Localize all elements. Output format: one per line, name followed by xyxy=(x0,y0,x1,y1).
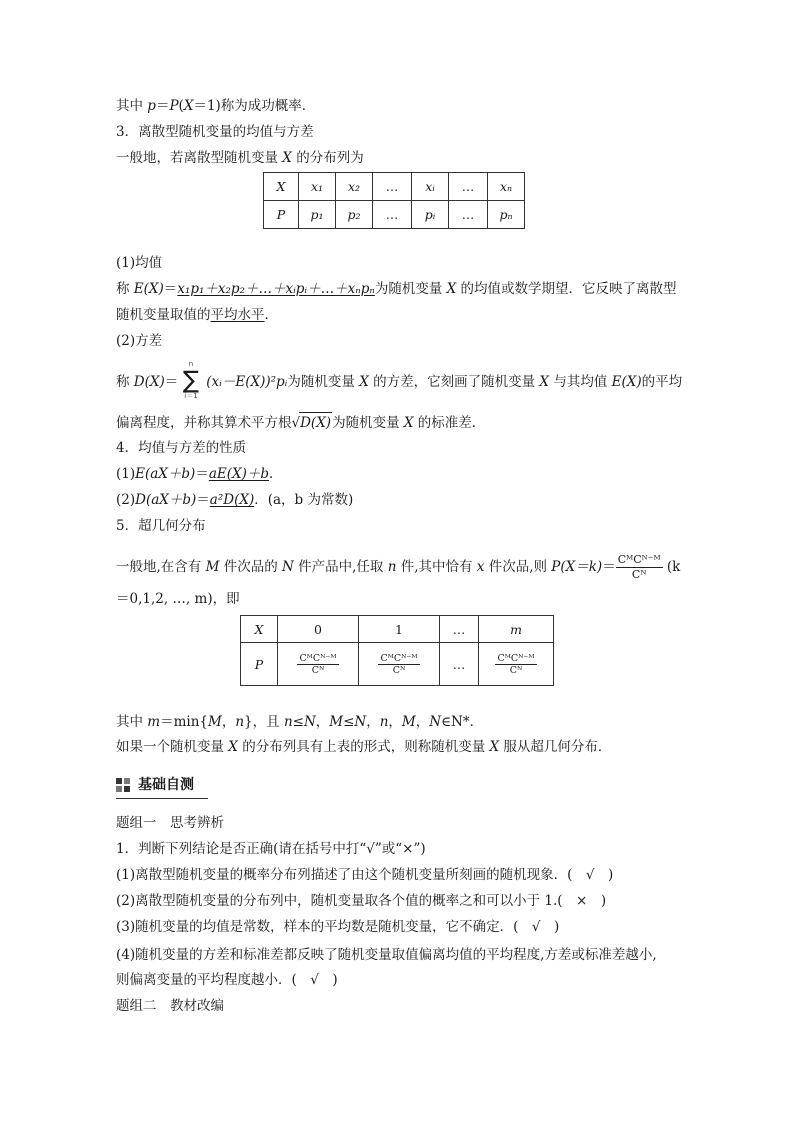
table-cell xyxy=(359,643,440,686)
expr-answer: aE(X)＋b xyxy=(208,466,270,482)
fraction-numerator: CᴹCᴺ⁻ᴹ xyxy=(380,652,418,664)
text: 如果一个随机变量 xyxy=(116,739,229,755)
text: ≤ xyxy=(292,714,304,730)
text: 称 xyxy=(116,281,134,297)
text: ∈N*． xyxy=(441,714,484,730)
text: 的方差，它刻画了随机变量 xyxy=(368,374,540,390)
group-two-heading: 题组二 教材改编 xyxy=(116,998,224,1014)
var-X: X xyxy=(359,374,369,390)
line-expectation-meaning xyxy=(116,305,278,325)
text: ＝ xyxy=(164,374,179,390)
expr: D(aX＋b) xyxy=(135,492,197,508)
table-cell: pᵢ xyxy=(412,201,449,229)
var-X: X xyxy=(403,415,414,431)
text: 其中 xyxy=(116,98,148,114)
section-square-icon xyxy=(116,778,130,792)
line-hypergeometric-definition xyxy=(116,553,680,582)
expr-variance-term: (xᵢ－E(X))²pᵢ xyxy=(206,374,288,390)
text: 的平均 xyxy=(641,374,683,390)
line-variance-definition xyxy=(116,372,682,392)
table-cell: 1 xyxy=(359,616,440,643)
text: ． xyxy=(264,307,278,323)
table-row xyxy=(264,173,525,201)
section-header xyxy=(116,774,208,799)
fraction xyxy=(297,653,338,676)
table-row xyxy=(241,643,554,686)
table-cell: pₙ xyxy=(488,201,525,229)
fraction-denominator: Cᴺ xyxy=(311,664,325,676)
var: m xyxy=(147,714,161,730)
table-cell: P xyxy=(264,201,299,229)
heading-hypergeometric: 5．超几何分布 xyxy=(116,518,206,534)
line-hypergeometric-conclusion xyxy=(116,737,611,757)
fraction-numerator: CᴹCᴺ⁻ᴹ xyxy=(497,652,535,664)
text: ．(a，b 为常数) xyxy=(254,492,354,508)
var-p: p xyxy=(147,98,156,114)
text: ＝ xyxy=(602,559,616,575)
table-cell xyxy=(278,643,359,686)
statement-4: (4)随机变量的方差和标准差都反映了随机变量取值偏离均值的平均程度,方差或标准差越小, xyxy=(116,947,657,963)
text: 件次品的 xyxy=(219,559,283,575)
text: ≤ xyxy=(343,714,355,730)
expr-expectation-sum: x₁p₁＋x₂p₂＋…＋xᵢpᵢ＋…＋xₙpₙ xyxy=(177,281,375,297)
var-N: N xyxy=(282,559,294,575)
hypergeometric-table xyxy=(240,615,554,686)
text: 偏离程度，并称其算术平方根 xyxy=(116,415,292,431)
statement-4-continued: 则偏离变量的平均程度越小．( √ ) xyxy=(116,972,338,988)
text: ( xyxy=(178,98,184,114)
fraction xyxy=(378,653,419,676)
text: (2) xyxy=(116,492,136,508)
table-cell: … xyxy=(373,201,412,229)
fraction-denominator: Cᴺ xyxy=(392,664,406,676)
sigma-symbol: ∑ xyxy=(182,366,200,394)
table-cell: p₂ xyxy=(336,201,373,229)
text: 与其均值 xyxy=(549,374,612,390)
fraction-denominator: Cᴺ xyxy=(509,664,523,676)
text: ， xyxy=(388,714,402,730)
text: ＝ xyxy=(196,492,210,508)
var-X: X xyxy=(489,739,500,755)
var-M: M xyxy=(205,559,220,575)
expr-DX: D(X) xyxy=(133,374,165,390)
question-1-stem: 1．判断下列结论是否正确(请在括号中打“√”或“×”) xyxy=(116,841,426,857)
sum-upper-limit: n xyxy=(188,360,194,368)
text: (k xyxy=(662,559,681,575)
table-cell: x₂ xyxy=(336,173,373,201)
text: 的均值或数学期望．它反映了离散型 xyxy=(456,281,677,297)
line-k-range: ＝0,1,2, …, m)，即 xyxy=(116,591,240,607)
subheading-mean: (1)均值 xyxy=(116,255,163,271)
var: n xyxy=(379,714,389,730)
table-cell xyxy=(479,643,554,686)
statement-1: (1)离散型随机变量的概率分布列描述了由这个随机变量所刻画的随机现象．( √ ) xyxy=(116,867,614,883)
table-cell: xᵢ xyxy=(412,173,449,201)
text: }，且 xyxy=(244,714,284,730)
text: 的分布列为 xyxy=(291,150,364,166)
text: 为随机变量 xyxy=(374,281,447,297)
var-X: X xyxy=(183,98,194,114)
text: ， xyxy=(415,714,430,730)
expr-probability: P(X＝k) xyxy=(551,559,603,575)
text: 称 xyxy=(116,374,134,390)
expr-EX: E(X) xyxy=(133,281,164,297)
text: 件,其中恰有 xyxy=(396,559,477,575)
table-cell: … xyxy=(449,201,488,229)
text: ． xyxy=(269,466,283,482)
table-cell: … xyxy=(449,173,488,201)
fraction xyxy=(495,653,536,676)
line-property-1 xyxy=(116,464,283,484)
var-X: X xyxy=(282,150,292,166)
text: 其中 xyxy=(116,714,148,730)
hypergeometric-fraction xyxy=(616,553,663,582)
table-cell: … xyxy=(440,643,479,686)
table-cell: P xyxy=(241,643,278,686)
text: ＝min{ xyxy=(160,714,209,730)
var-X: X xyxy=(446,281,457,297)
text: 为随机变量 xyxy=(287,374,360,390)
table-cell: … xyxy=(373,173,412,201)
line-standard-deviation xyxy=(116,412,485,433)
var: N xyxy=(429,714,442,730)
distribution-table xyxy=(263,172,525,229)
text: 服从超几何分布． xyxy=(499,739,612,755)
text: (1) xyxy=(116,466,136,482)
line-m-definition xyxy=(116,712,483,732)
table-cell: x₁ xyxy=(299,173,336,201)
var-n: n xyxy=(387,559,397,575)
section-title: 基础自测 xyxy=(138,777,194,793)
text: ， xyxy=(366,714,380,730)
expr-DX: D(X) xyxy=(299,412,332,433)
heading-mean-variance: 3．离散型随机变量的均值与方差 xyxy=(116,124,314,140)
table-cell: X xyxy=(264,173,299,201)
var: M xyxy=(329,714,344,730)
fraction-numerator: CᴹCᴺ⁻ᴹ xyxy=(299,652,337,664)
text: 件产品中,任取 xyxy=(293,559,388,575)
fraction-numerator: CᴹCᴺ⁻ᴹ xyxy=(617,553,661,566)
var: N xyxy=(303,714,316,730)
var-X: X xyxy=(539,374,550,390)
text: 的标准差． xyxy=(413,415,486,431)
text: 为随机变量 xyxy=(332,415,404,431)
var-P: P xyxy=(169,98,179,114)
statement-2: (2)离散型随机变量的分布列中，随机变量取各个值的概率之和可以小于 1.( × ) xyxy=(116,893,607,909)
table-cell: X xyxy=(241,616,278,643)
text: ＝1)称为成功概率． xyxy=(193,98,316,114)
var: M xyxy=(401,714,416,730)
subheading-variance: (2)方差 xyxy=(116,333,163,349)
expr: E(aX＋b) xyxy=(135,466,196,482)
sqrt-icon: √ xyxy=(291,415,301,431)
table-cell: p₁ xyxy=(299,201,336,229)
text: 件次品,则 xyxy=(484,559,552,575)
line-expectation-definition xyxy=(116,279,677,299)
line-property-2 xyxy=(116,490,353,510)
sum-lower-limit: i＝1 xyxy=(184,392,198,400)
line-success-probability xyxy=(116,96,315,116)
text: 的分布列具有上表的形式，则称随机变量 xyxy=(237,739,490,755)
text: ， xyxy=(315,714,330,730)
text: ， xyxy=(221,714,236,730)
text: ＝ xyxy=(195,466,209,482)
table-cell: m xyxy=(479,616,554,643)
var: n xyxy=(235,714,245,730)
expr-EX: E(X) xyxy=(611,374,642,390)
var: n xyxy=(283,714,293,730)
statement-3: (3)随机变量的均值是常数，样本的平均数是随机变量，它不确定．( √ ) xyxy=(116,919,560,935)
table-row xyxy=(241,616,554,643)
text: 一般地，若离散型随机变量 xyxy=(116,150,283,166)
underlined-term: 平均水平 xyxy=(210,307,265,323)
table-cell: … xyxy=(440,616,479,643)
text: 一般地,在含有 xyxy=(116,559,206,575)
heading-properties: 4．均值与方差的性质 xyxy=(116,440,247,456)
text: 随机变量取值的 xyxy=(116,307,211,323)
var-X: X xyxy=(228,739,238,755)
table-row xyxy=(264,201,525,229)
line-distribution-intro xyxy=(116,148,364,168)
text: ＝ xyxy=(155,98,170,114)
table-cell: xₙ xyxy=(488,173,525,201)
fraction-denominator: Cᴺ xyxy=(631,568,647,581)
group-one-heading: 题组一 思考辨析 xyxy=(116,815,224,831)
expr-answer: a²D(X) xyxy=(209,492,255,508)
var: M xyxy=(208,714,222,730)
table-cell: 0 xyxy=(278,616,359,643)
var: N xyxy=(354,714,367,730)
text: ＝ xyxy=(163,281,178,297)
var-x: x xyxy=(476,559,485,575)
